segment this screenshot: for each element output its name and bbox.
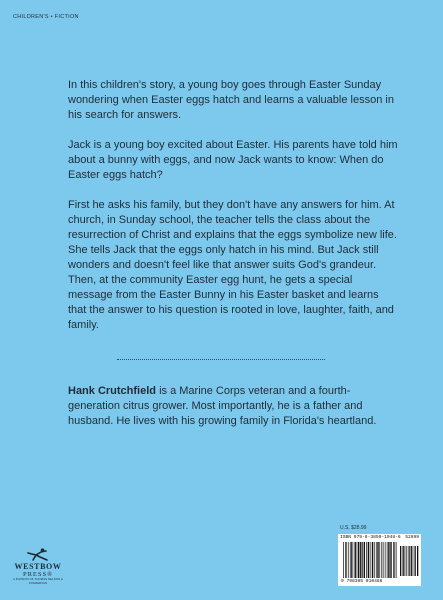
blurb [68,78,398,348]
publisher-logo [7,548,69,585]
barcode-number: 9 798385 010486 [341,579,383,584]
price: U.S. $28.99 [340,525,367,531]
leaping-figure-icon [25,548,51,562]
price-code: 52899 [405,535,419,540]
category-label: CHILDREN'S • FICTION [13,14,79,20]
blurb-paragraph-1: In this children's story, a young boy goes through Easter Sunday wondering when Easter eggs hatch and learns a valuable lesson in his search for answers. [68,79,394,121]
publisher-division: A DIVISION OF THOMAS NELSON & ZONDERVAN [13,577,63,585]
barcode [338,534,421,586]
blurb-paragraph-3: First he asks his family, but they don't have any answers for him. At church, in Sunday school, the teacher tells the class about the resurrection of Christ and explains that the eggs symbolize new life. She tells Jack that the eggs only hatch in his mind. But Jack still wonders and doesn't feel like that answer suits God's grandeur. Then, at the community Easter egg hunt, he gets a special message from the Easter Bunny in his Easter basket and learns that the answer to his question is rooted in love, laughter, faith, and family. [68,199,397,331]
author-name: Hank Crutchfield [68,385,157,397]
author-bio [68,384,398,429]
isbn [340,535,419,540]
dotted-divider [117,359,325,360]
author-bio-text: is a Marine Corps veteran and a fourth-generation citrus grower. Most importantly, he is a father and husband. He lives with his growing family in Florida's heartland. [68,385,377,427]
isbn-text: ISBN 979-8-3850-1048-6 [340,535,401,540]
blurb-paragraph-2: Jack is a young boy excited about Easter. His parents have told him about a bunny with eggs, and now Jack wants to know: When do Easter eggs hatch? [68,139,398,181]
publisher-press: PRESS® [22,571,54,578]
publisher-name: WESTBOW [14,562,62,571]
